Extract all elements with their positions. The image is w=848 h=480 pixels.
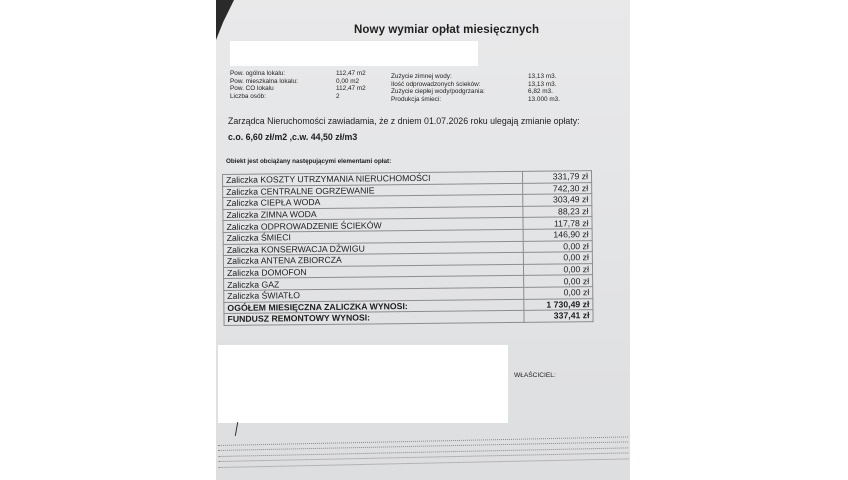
spec-value: 0,00 m2 [336,77,360,85]
fine-print [218,431,628,468]
fund-label: FUNDUSZ REMONTOWY WYNOSI: [224,310,524,325]
spec-value: 13,13 m3. [528,73,557,80]
specs-left-labels [230,70,298,101]
fee-amount: 0,00 zł [523,263,592,275]
fee-amount: 146,90 zł [523,229,592,241]
pen-mark [235,422,238,436]
fee-amount: 117,78 zł [523,217,592,229]
document-title: Nowy wymiar opłat miesięcznych [354,24,540,36]
fee-name: Zaliczka CIEPŁA WODA [223,195,523,210]
fee-name: Zaliczka CENTRALNE OGRZEWANIE [223,183,523,198]
specs-right-labels [391,73,485,104]
fee-name: Zaliczka ODPROWADZENIE ŚCIEKÓW [223,218,523,233]
owner-label: WŁAŚCICIEL: [514,372,556,379]
spec-label: Ilość odprowadzonych ścieków: [391,80,481,88]
specs-right-values [528,73,560,104]
fee-amount: 0,00 zł [524,275,593,287]
fund-amount: 337,41 zł [524,310,593,322]
change-notice: Zarządca Nieruchomości zawiadamia, że z dniem 01.07.2026 roku ulegają zmianie opłaty: [228,116,580,126]
document-page [216,0,630,480]
spec-value: 112,47 m2 [336,85,366,93]
redacted-address [230,41,478,66]
specs-left-values [336,70,366,101]
fee-name: Zaliczka ŚMIECI [223,229,523,244]
spec-label: Pow. mieszkalna lokalu: [230,77,298,85]
fee-amount: 0,00 zł [523,240,592,252]
spec-label: Zużycie ciepłej wody/podgrzania: [391,88,485,96]
spec-label: Pow. CO lokalu [230,85,274,93]
spec-label: Liczba osób: [230,93,266,101]
rates-line: c.o. 6,60 zł/m2 ,c.w. 44,50 zł/m3 [228,132,358,142]
spec-value: 112,47 m2 [336,70,366,77]
fee-name: Zaliczka KONSERWACJA DŹWIGU [223,241,523,256]
fees-intro: Obiekt jest obciążany następującymi elementami opłat: [226,158,392,165]
torn-corner [216,0,234,40]
spec-label: Produkcja śmieci: [391,96,442,104]
spec-value: 2 [336,93,340,101]
spec-value: 6,82 m3. [528,88,553,96]
fee-name: Zaliczka ANTENA ZBIORCZA [223,253,523,268]
fees-table [222,170,594,326]
spec-label: Pow. ogólna lokalu: [230,70,286,77]
fee-name: Zaliczka GAZ [224,276,524,291]
fee-amount: 0,00 zł [524,287,593,299]
total-amount: 1 730,49 zł [524,298,593,310]
spec-value: 13.000 m3. [528,96,560,104]
fee-amount: 88,23 zł [523,205,592,217]
fee-amount: 331,79 zł [522,171,591,183]
fee-name: Zaliczka ZIMNA WODA [223,206,523,221]
spec-label: Zużycie zimnej wody: [391,73,452,80]
fee-name: Zaliczka DOMOFON [223,264,523,279]
fee-amount: 742,30 zł [523,182,592,194]
fee-name: Zaliczka ŚWIATŁO [224,287,524,302]
spec-value: 13,13 m3. [528,80,557,88]
redacted-block [218,345,508,423]
fee-amount: 0,00 zł [523,252,592,264]
total-label: OGÓŁEM MIESIĘCZNA ZALICZKA WYNOSI: [224,299,524,314]
fee-amount: 303,49 zł [523,194,592,206]
fee-name: Zaliczka KOSZTY UTRZYMANIA NIERUCHOMOŚCI [223,171,523,186]
